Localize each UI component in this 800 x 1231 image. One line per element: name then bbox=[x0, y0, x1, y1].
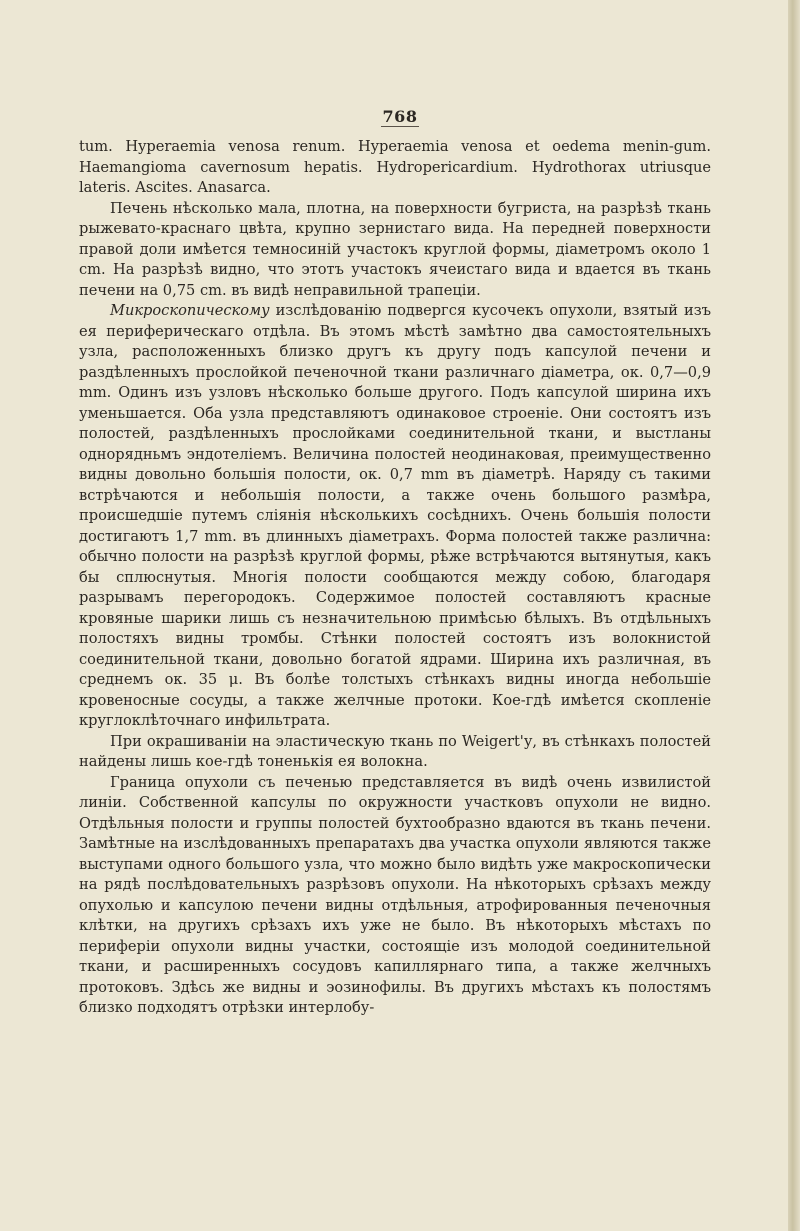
page-number: 768 bbox=[382, 107, 418, 126]
page-edge bbox=[788, 0, 800, 1231]
microscopy-lead: Микроскопическому bbox=[110, 302, 270, 319]
body-text bbox=[79, 137, 711, 1019]
liver-description-paragraph: Печень нѣсколько мала, плотна, на поверхности бугриста, на разрѣзѣ ткань рыжевато-краснаго цвѣта, крупно зернистаго вида. На передней поверхности правой доли имѣется темносиній участокъ круглой формы, діаметромъ около 1 cm. На разрѣзѣ видно, что этотъ участокъ ячеистаго вида и вдается въ ткань печени на 0,75 cm. въ видѣ неправильной трапеціи. bbox=[79, 199, 711, 299]
tumor-border-paragraph: Граница опухоли съ печенью представляется въ видѣ очень извилистой линіи. Собственной капсулы по окружности участковъ опухоли не видно. Отдѣльныя полости и группы полостей бухтообразно вдаются въ ткань печени. Замѣтные на изслѣдованныхъ препаратахъ два участка опухоли являются также выступами одного большого узла, что можно было видѣть уже макроскопически на рядѣ послѣдовательныхъ разрѣзовъ опухоли. На нѣкоторыхъ срѣзахъ между опухолью и капсулою печени видны отдѣльныя, атрофированныя печеночныя клѣтки, на другихъ срѣзахъ ихъ уже не было. Въ нѣкоторыхъ мѣстахъ по периферіи опухоли видны участки, состоящіе изъ молодой соединительной ткани, и расширенныхъ сосудовъ капиллярнаго типа, а также желчныхъ протоковъ. Здѣсь же видны и эозинофилы. Въ другихъ мѣстахъ къ полостямъ близко подходятъ отрѣзки интерлобу- bbox=[79, 773, 711, 1016]
microscopy-body: изслѣдованію подвергся кусочекъ опухоли, взятый изъ ея периферическаго отдѣла. Въ этомъ мѣстѣ замѣтно два самостоятельныхъ узла, расположенныхъ близко другъ къ другу подъ капсулой печени и раздѣленныхъ прослойкой печеночной ткани различнаго діаметра, ок. 0,7—0,9 mm. Одинъ изъ узловъ нѣсколько больше другого. Подъ капсулой ширина ихъ уменьшается. Оба узла представляютъ одинаковое строеніе. Они состоятъ изъ полостей, раздѣленныхъ прослойками соединительной ткани, и выстланы однорядньмъ эндотеліемъ. Величина полостей неодинаковая, преимущественно видны довольно большія полости, ок. 0,7 mm въ діаметрѣ. Наряду съ такими встрѣчаются и небольшія полости, а также очень большого размѣра, происшедшіе путемъ сліянія нѣсколькихъ сосѣднихъ. Очень большія полости достигаютъ 1,7 mm. въ длинныхъ діаметрахъ. Форма полостей также различна: обычно полости на разрѣзѣ круглой формы, рѣже встрѣчаются вытянутыя, какъ бы сплюснутыя. Многія полости сообщаются между собою, благодаря разрывамъ перегородокъ. Содержимое полостей составляютъ красные кровяные шарики лишь съ незначительною примѣсью бѣлыхъ. Въ отдѣльныхъ полостяхъ видны тромбы. Стѣнки полостей состоятъ изъ волокнистой соединительной ткани, довольно богатой ядрами. Ширина ихъ различная, въ среднемъ ок. 35 μ. Въ болѣе толстыхъ стѣнкахъ видны иногда небольшіе кровеносные сосуды, а также желчные протоки. Кое-гдѣ имѣется скопленіе круглоклѣточнаго инфильтрата. bbox=[79, 302, 712, 729]
diagnosis-paragraph: tum. Hyperaemia venosa renum. Hyperaemia venosa et oedema menin-gum. Haemangioma cavernosum hepatis. Hydropericardium. Hydrothorax utriusque lateris. Ascites. Anasarca. bbox=[79, 138, 711, 196]
elastic-stain-paragraph: При окрашиваніи на эластическую ткань по Weigert'у, въ стѣнкахъ полостей найдены лишь кое-гдѣ тоненькія ея волокна. bbox=[79, 732, 711, 770]
microscopy-paragraph bbox=[79, 301, 711, 732]
